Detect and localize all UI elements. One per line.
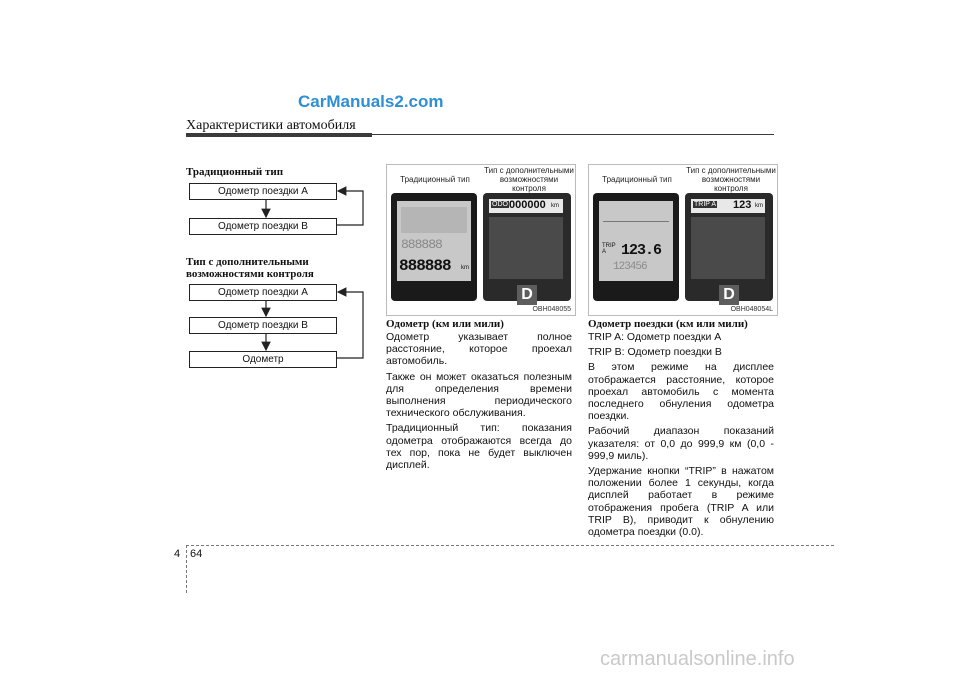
title-rule-thin [372,134,774,135]
panel-1-header-right: Тип с дополнительными возможностями контроля [484,165,574,193]
diagram-2-heading: Тип с дополнительными возможностями контроля [186,256,314,280]
diagram-1-heading: Традиционный тип [186,166,284,178]
odometer-text [386,331,572,474]
lcd-unit: km [461,265,469,271]
section-title: Характеристики автомобиля [186,118,356,133]
diagram-2-box-odometer: Одометр [189,351,337,368]
watermark-footer: carmanualsonline.info [600,648,795,670]
cluster-traditional-2 [593,193,679,301]
trip-label: TRIP A [694,201,717,208]
odo-strip [489,199,563,213]
cluster-traditional [391,193,477,301]
diagram-2-box-trip-a: Одометр поездки A [189,284,337,301]
odometer-para-2: Также он может оказаться полезным для определения времени выполнения периодического технического обслуживания. [386,370,572,420]
watermark-logo: CarManuals2.com [298,92,444,111]
odo-label: ODO [492,201,508,208]
diagram-2-box-trip-b: Одометр поездки B [189,317,337,334]
arrow-b-to-a [336,191,363,225]
odo-unit: km [551,203,559,209]
image-code-1: OBH048055 [532,306,571,313]
tripmeter-heading: Одометр поездки (км или мили) [588,318,748,330]
diagram-1-box-trip-b: Одометр поездки B [189,218,337,235]
panel-2-header-left: Традиционный тип [602,174,672,184]
trip-unit: km [755,203,763,209]
footer-rule-vertical [186,545,187,593]
odometer-para-3: Традиционный тип: показания одометра отображаются всегда до тех пор, пока не будет выключен дисплей. [386,422,572,472]
panel-2-header-right: Тип с дополнительными возможностями контроля [686,165,776,193]
tripmeter-para-5: Удержание кнопки “TRIP” в нажатом положении более 1 секунды, когда дисплей работает в режиме отображения пробега (TRIP A или TRIP B), приводит к обнулению одометра поездки (0.0). [588,465,774,539]
image-code-2: OBH048054L [730,306,773,313]
cluster-image-1 [386,164,576,316]
lcd-trip-value: 123.6 [621,242,662,259]
lcd-trip-label: TRIP A [602,243,616,255]
lcd-odometer-digits: 888888 [399,257,451,275]
page-number: 64 [190,548,203,560]
tripmeter-para-3: В этом режиме на дисплее отображается расстояние, которое проехал автомобиль с момента последнего обнуления одометра поездки. [588,361,774,423]
lcd-digits-ghost: 888888 [401,237,442,252]
tripmeter-para-4: Рабочий диапазон показаний указателя: от 0,0 до 999,9 км (0,0 - 999,9 миль). [588,425,774,462]
odometer-heading: Одометр (км или мили) [386,318,504,330]
lcd-screen [397,201,471,281]
odometer-para-1: Одометр указывает полное расстояние, которое проехал автомобиль. [386,331,572,368]
tripmeter-text [588,331,774,541]
chapter-number: 4 [174,548,181,560]
gear-indicator-d-2: D [719,285,739,305]
cluster-image-2 [588,164,778,316]
arrow-odo-to-a [336,292,363,358]
diagram-1-box-trip-a: Одометр поездки A [189,183,337,200]
footer-rule [186,545,834,546]
odo-value: 000000 [509,199,546,211]
lcd-screen-2 [599,201,673,281]
tripmeter-para-2: TRIP B: Одометр поездки B [588,346,722,359]
trip-value: 123 [733,199,752,211]
gear-indicator-d: D [517,285,537,305]
cluster-supervision [483,193,571,301]
trip-strip [691,199,765,213]
title-rule [186,133,372,137]
cluster-supervision-2 [685,193,773,301]
tripmeter-para-1: TRIP A: Одометр поездки A [588,331,722,343]
panel-1-header-left: Традиционный тип [400,174,470,184]
diagram-arrows [180,180,380,380]
lcd-odo-value: 123456 [613,261,647,273]
